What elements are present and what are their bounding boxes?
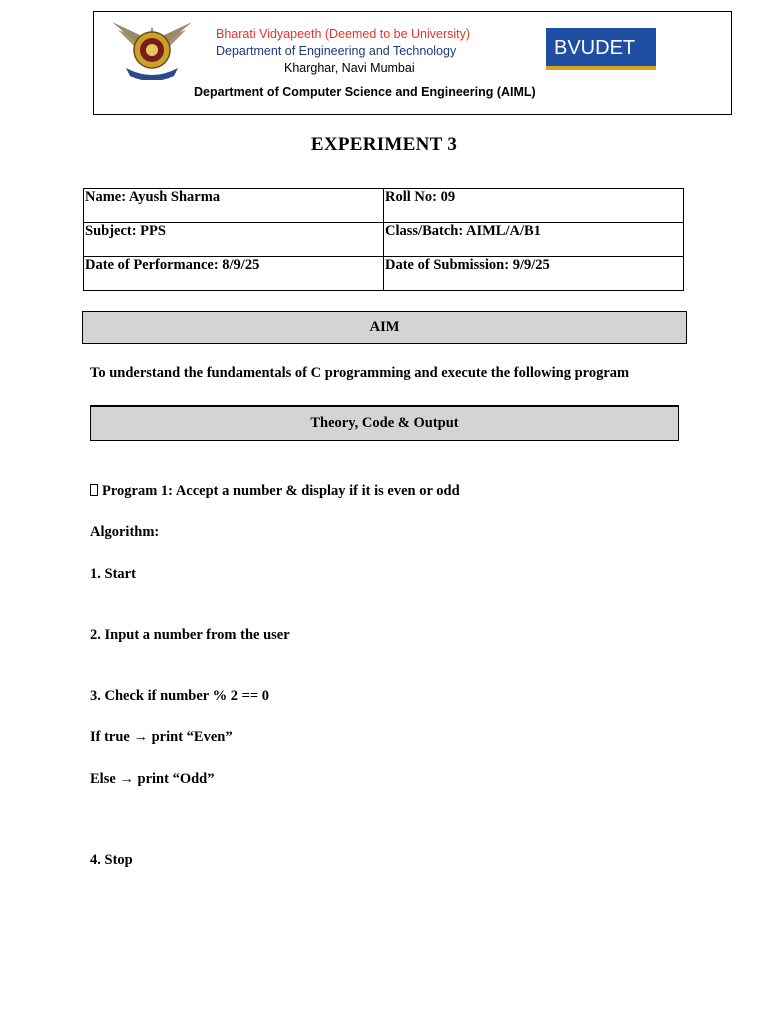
class-batch-cell: Class/Batch: AIML/A/B1 (384, 223, 684, 257)
experiment-title: EXPERIMENT 3 (310, 134, 458, 155)
roll-no-cell: Roll No: 09 (384, 189, 684, 223)
date-of-performance-cell: Date of Performance: 8/9/25 (84, 257, 384, 291)
algorithm-step: 2. Input a number from the user (90, 627, 290, 643)
department-name: Department of Engineering and Technology (216, 44, 457, 58)
cse-department: Department of Computer Science and Engineering (AIML) (194, 85, 536, 99)
university-emblem-logo (108, 16, 196, 80)
subject-cell: Subject: PPS (84, 223, 384, 257)
table-row (84, 189, 684, 223)
aim-text: To understand the fundamentals of C programming and execute the following program (90, 365, 630, 381)
program-title-line (90, 483, 460, 500)
algorithm-step: 4. Stop (90, 852, 133, 868)
date-of-submission-cell: Date of Submission: 9/9/25 (384, 257, 684, 291)
algorithm-step: 1. Start (90, 566, 136, 582)
university-name: Bharati Vidyapeeth (Deemed to be University) (216, 27, 471, 41)
name-cell: Name: Ayush Sharma (84, 189, 384, 223)
bvudet-logo (546, 28, 656, 70)
algorithm-step: 3. Check if number % 2 == 0 (90, 688, 269, 704)
student-info-table (83, 188, 684, 291)
algorithm-step: If true → print “Even” (90, 729, 233, 745)
program-title: Program 1: Accept a number & display if it is even or odd (102, 483, 460, 499)
location: Kharghar, Navi Mumbai (284, 61, 415, 75)
bullet-box-icon (90, 484, 98, 496)
table-row (84, 223, 684, 257)
aim-heading: AIM (82, 311, 687, 344)
logo-text: BVUDET (554, 37, 636, 59)
theory-heading: Theory, Code & Output (90, 405, 679, 441)
algorithm-step: Else → print “Odd” (90, 771, 215, 787)
letterhead (93, 11, 732, 115)
table-row (84, 257, 684, 291)
algorithm-label: Algorithm: (90, 524, 160, 540)
